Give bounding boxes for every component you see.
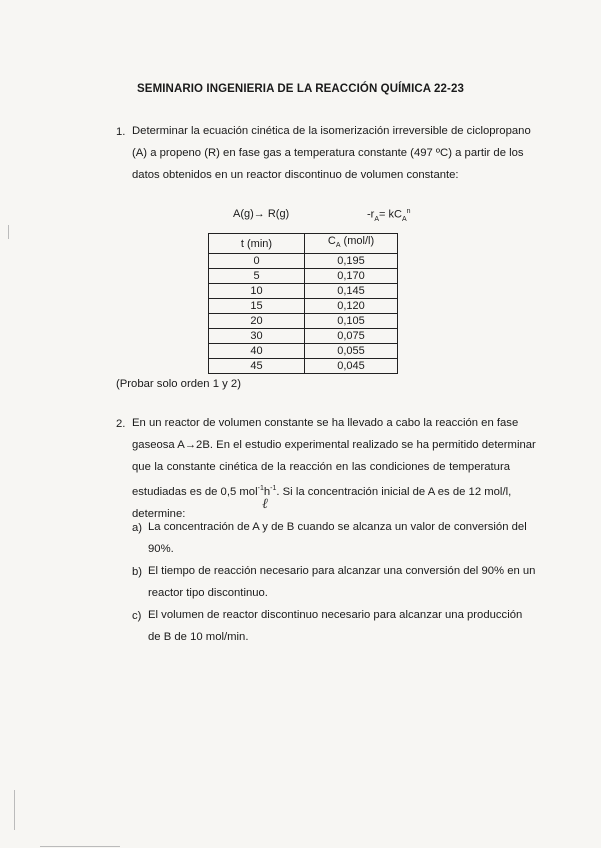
question-1-line: datos obtenidos en un reactor discontinuo de volumen constante: (132, 169, 459, 181)
header-concentration: $C_A$ (mol/l) (305, 234, 398, 254)
item-a-label: a) (132, 522, 143, 534)
question-2-line: gaseosa A→2B. En el estudio experimental realizado se ha permitido determinar (132, 439, 536, 451)
header-time: t (min) (209, 234, 305, 254)
table-row (209, 254, 398, 269)
rate-eq-prefix: -r (367, 208, 375, 221)
time-cell: 0 (209, 254, 305, 269)
question-1-line: (A) a propeno (R) en fase gas a temperatura constante (497 ºC) a partir de los (132, 147, 524, 159)
table-row (209, 284, 398, 299)
scan-mark (40, 846, 120, 847)
concentration-cell: 0,105 (305, 314, 398, 329)
handwritten-mark: ℓ (262, 496, 268, 512)
reaction-equation: A(g)→ R(g) (233, 208, 290, 220)
question-2-line: En un reactor de volumen constante se ha llevado a cabo la reacción en fase (132, 417, 519, 429)
concentration-cell: 0,195 (305, 254, 398, 269)
table-body (209, 254, 398, 374)
concentration-cell: 0,055 (305, 344, 398, 359)
rate-eq-sub-b: A (401, 215, 407, 223)
concentration-cell: 0,075 (305, 329, 398, 344)
order-note: (Probar solo orden 1 y 2) (116, 378, 241, 390)
time-cell: 30 (209, 329, 305, 344)
time-cell: 40 (209, 344, 305, 359)
table-row (209, 359, 398, 374)
rate-eq-mid: = kC (379, 208, 402, 221)
question-1-text (132, 120, 531, 186)
kinetics-data-table (208, 233, 398, 374)
concentration-cell: 0,120 (305, 299, 398, 314)
item-c-label: c) (132, 610, 142, 622)
page-title: SEMINARIO INGENIERIA DE LA REACCIÓN QUÍMICA 22-23 (137, 83, 464, 95)
question-1-line: Determinar la ecuación cinética de la isomerización irreversible de ciclopropano (132, 125, 531, 137)
time-cell: 20 (209, 314, 305, 329)
rate-eq-sub-a: A (374, 215, 379, 223)
time-cell: 5 (209, 269, 305, 284)
rate-equation (367, 208, 411, 223)
question-2-text (132, 412, 536, 525)
time-cell: 15 (209, 299, 305, 314)
rate-eq-sup: n (406, 208, 411, 215)
time-cell: 10 (209, 284, 305, 299)
table-row (209, 344, 398, 359)
table-header-row (209, 234, 398, 254)
table-row (209, 299, 398, 314)
item-a-text: La concentración de A y de B cuando se alcanza un valor de conversión del 90%. (148, 521, 527, 555)
table-row (209, 269, 398, 284)
question-2-line: que la constante cinética de la reacción en las condiciones de temperatura (132, 461, 510, 473)
item-b-text: El tiempo de reacción necesario para alcanzar una conversión del 90% en un reactor tipo discontinuo. (148, 565, 536, 599)
question-2-number: 2. (116, 418, 126, 430)
time-cell: 45 (209, 359, 305, 374)
concentration-cell: 0,170 (305, 269, 398, 284)
concentration-cell: 0,145 (305, 284, 398, 299)
item-c-text: El volumen de reactor discontinuo necesario para alcanzar una producción de B de 10 mol/min. (148, 609, 523, 643)
table-row (209, 314, 398, 329)
question-2-line: estudiadas es de 0,5 $mol^{-1}h^{-1}$. Si la concentración inicial de A es de 12 mol/l, (132, 485, 512, 498)
question-2-line: determine: (132, 507, 186, 520)
item-b-label: b) (132, 566, 143, 578)
question-1-number: 1. (116, 126, 126, 138)
scan-mark (8, 225, 9, 239)
table-row (209, 329, 398, 344)
concentration-cell: 0,045 (305, 359, 398, 374)
scan-mark (14, 790, 15, 830)
